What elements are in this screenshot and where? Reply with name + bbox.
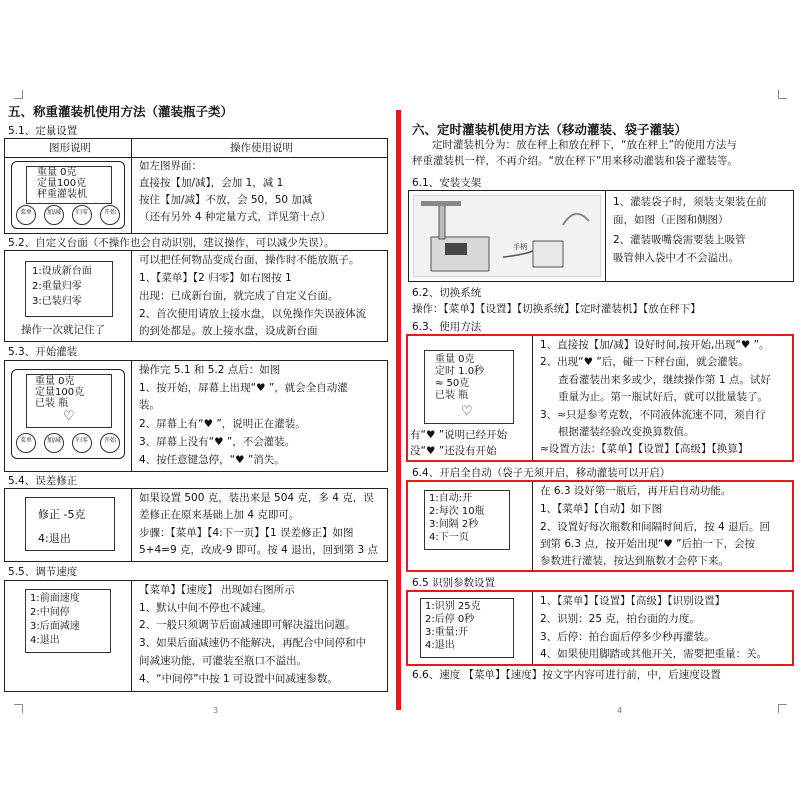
text-line: 面，如图（正图和侧图） [613, 214, 729, 226]
text-line: 1、灌装袋子时，须装支架装在前 [613, 196, 767, 208]
s51-col1: 图形说明 [49, 142, 91, 154]
lcd-line: 3:后面减速 [30, 621, 80, 632]
text-line: 差修正在原来基础上加 4 克即可。 [139, 509, 300, 521]
text-line: 1、【菜单】【2 归零】如右图按 1 [139, 272, 292, 284]
s55-table [4, 580, 388, 692]
start-button[interactable]: 开始 [100, 205, 120, 225]
lcd-line: 2:每次 10瓶 [429, 506, 485, 517]
text-line: 按住【加/减】不放，会 50，50 加减 [139, 194, 313, 206]
lcd-line: 重量 0克 [435, 354, 475, 365]
s63-table [406, 334, 794, 462]
lcd-line: 1:前面速度 [30, 593, 80, 604]
s54-heading: 5.4、误差修正 [8, 475, 78, 487]
s52-heading: 5.2、自定义台面（不操作也会自动识别，建议操作，可以减少失误）。 [8, 237, 335, 249]
text-line: 参数进行灌装，按达到瓶数才会停下来。 [540, 555, 729, 567]
lcd-line: 1:自动:开 [429, 493, 473, 504]
text-line: 可以把任何物品变成台面，操作时不能放瓶子。 [139, 254, 360, 266]
plus-minus-button[interactable]: 加/减 [44, 205, 64, 225]
text-line: 重量为止。第一瓶试好后，就可以批量装了。 [558, 391, 768, 403]
text-line: 如左图界面： [139, 160, 202, 172]
lcd-line: 秤重灌装机 [37, 189, 87, 200]
text-line: 3、屏幕上没有“♥ ”，不会灌装。 [139, 436, 296, 448]
page-divider [396, 110, 401, 710]
bracket-photo [413, 195, 601, 277]
lcd-line: 2:后停 0秒 [425, 614, 475, 625]
text-line: 间减速功能，可灌装至瓶口不溢出。 [139, 655, 307, 667]
text-line: 3、后停：拍台面后停多少秒再灌装。 [540, 631, 715, 643]
handle-label: 手柄 [513, 243, 527, 251]
bracket-arm [421, 201, 461, 206]
lcd-line: 3:重量:开 [425, 627, 469, 638]
text-line: 直接按【加/减】，会加 1，减 1 [139, 177, 284, 189]
lcd-line: 定时 1.0秒 [435, 366, 485, 377]
s54-table [4, 488, 388, 562]
lcd-line: 2:中间停 [30, 607, 70, 618]
s55-lcd [25, 589, 111, 653]
s64-heading: 6.4、开启全自动（袋子无须开启，移动灌装可以开启） [412, 467, 671, 479]
heart-icon: ♡ [63, 409, 75, 424]
lcd-line: 4:下一页 [429, 532, 469, 543]
s61-heading: 6.1、安装支架 [412, 177, 482, 189]
text-line: 如果设置 500 克，装出来是 504 克，多 4 克，误 [139, 492, 374, 504]
zero-button[interactable]: 归零 [72, 205, 92, 225]
s64-table [406, 480, 794, 572]
s53-heading: 5.3、开始灌装 [8, 346, 78, 358]
s53-lcd [26, 374, 112, 428]
s64-lcd [424, 490, 510, 550]
crop-mark [778, 90, 787, 99]
lcd-line: 修正 -5克 [38, 508, 86, 521]
intro-line: 定时灌装机分为：放在秤上和放在秤下，“放在秤上”的使用方法与 [432, 139, 737, 151]
lcd-line: 4:退出 [30, 635, 60, 646]
intro-line: 秤重灌装机一样，不再介绍。“放在秤下”用来移动灌装和袋子灌装等。 [412, 155, 738, 167]
page-number-left: 3 [213, 706, 219, 715]
page-number-right: 4 [617, 706, 623, 715]
text-line: 3、如果后面减速仍不能解决，再配合中间停和中 [139, 637, 367, 649]
s52-lcd [25, 261, 113, 317]
text-line: 2、识别：25 克，拍台面的力度。 [540, 613, 700, 625]
text-line: 2、首次使用请放上接水盘，以免操作失误液体流 [139, 308, 367, 320]
right-title: 六、定时灌装机使用方法（移动灌装、袋子灌装） [412, 122, 688, 137]
zero-button[interactable]: 归零 [72, 433, 92, 453]
lcd-line: 2:重量归零 [32, 281, 82, 292]
text-line: 吸管伸入袋中才不会溢出。 [613, 252, 739, 264]
s66-text: 6.6、速度 【菜单】【速度】按文字内容可进行前，中，后速度设置 [412, 669, 721, 681]
lcd-line: 3:已装归零 [32, 296, 82, 307]
text-line: 5+4=9 克，改成-9 即可。按 4 退出，回到第 3 点 [139, 544, 378, 556]
plus-minus-button[interactable]: 加/减 [44, 433, 64, 453]
text-line: 4、“中间停”中按 1 可设置中间减速参数。 [139, 673, 338, 685]
lcd-line: 3:间隔 2秒 [429, 519, 479, 530]
crop-mark [14, 90, 23, 99]
s63-heading: 6.3、使用方法 [412, 321, 482, 333]
text-line: 2、灌装吸嘴袋需要装上吸管 [613, 234, 746, 246]
text-line: （还有另外 4 种定量方式，详见第十点） [139, 211, 331, 223]
lcd-line: ≈ 50克 [435, 378, 470, 389]
s51-table [4, 138, 388, 234]
s51-col2: 操作使用说明 [230, 142, 293, 154]
text-line: 在 6.3 设好第一瓶后，再开启自动功能。 [540, 485, 732, 497]
crop-mark [14, 704, 23, 713]
text-line: 的到处都是。放上接水盘，设成新台面 [139, 325, 318, 337]
lcd-line: 定量100克 [37, 178, 87, 189]
s52-table [4, 250, 388, 342]
start-button[interactable]: 开始 [100, 433, 120, 453]
text-line: 操作完 5.1 和 5.2 点后：如图 [139, 364, 281, 376]
lcd-line: 4:退出 [38, 532, 71, 545]
text-line: 装。 [139, 399, 160, 411]
caption-line: 有“♥ ”说明已经开始 [410, 429, 508, 441]
text-line: 1、【菜单】【设置】【高级】【识别设置】 [540, 595, 726, 607]
heart-icon: ♡ [461, 404, 473, 419]
lcd-line: 已装 瓶 [35, 398, 69, 409]
lcd-line: 已装 瓶 [435, 390, 469, 401]
machine-screen [445, 243, 467, 255]
text-line: ≈设置方法：【菜单】【设置】【高级】【换算】 [540, 443, 749, 455]
s53-table [4, 360, 388, 472]
s55-heading: 5.5、调节速度 [8, 566, 78, 578]
s61-table [408, 190, 794, 282]
caption-line: 没“♥ ”还没有开始 [410, 445, 497, 457]
s65-table [406, 590, 794, 666]
lcd-line: 定量100克 [35, 387, 85, 398]
text-line: 1、直接按【加/减】设好时间,按开始,出现“♥ ”。 [540, 339, 770, 351]
s62-text: 操作：【菜单】【设置】【切换系统】【定时灌装机】【放在秤下】 [412, 303, 701, 315]
lcd-line: 重量 0克 [37, 167, 77, 178]
text-line: 【菜单】【速度】 出现如右图所示 [139, 584, 295, 596]
s51-lcd [26, 166, 112, 204]
text-line: 根据灌装经验改变换算数值。 [558, 426, 695, 438]
text-line: 2、一般只须调节后面减速即可解决溢出问题。 [139, 619, 356, 631]
s65-lcd [420, 598, 514, 658]
s54-lcd [25, 497, 115, 551]
lcd-line: 重量 0克 [35, 376, 75, 387]
text-line: 1、默认中间不停也不减速。 [139, 602, 272, 614]
s63-lcd [424, 350, 514, 424]
text-line: 4、如果使用脚踏或其他开关，需要把重量：关。 [540, 648, 768, 660]
s51-device [11, 161, 125, 229]
menu-button[interactable]: 菜单 [16, 205, 36, 225]
s52-caption: 操作一次就记住了 [21, 324, 105, 336]
lcd-line: 1:识别 25克 [425, 601, 481, 612]
text-line: 4、按任意键急停，“♥ ”消失。 [139, 454, 285, 466]
left-title: 五、称重灌装机使用方法（灌装瓶子类） [8, 104, 234, 119]
text-line: 1、【菜单】【自动】如下图 [540, 503, 663, 515]
text-line: 2、设置好每次瓶数和间隔时间后，按 4 退后。回 [540, 521, 771, 533]
pump-body [533, 241, 563, 267]
s65-heading: 6.5 识别参数设置 [412, 577, 496, 589]
bracket-pole [439, 203, 445, 239]
text-line: 1、按开始，屏幕上出现“♥ ”，就会全自动灌 [139, 382, 348, 394]
menu-button[interactable]: 菜单 [16, 433, 36, 453]
text-line: 2、出现“♥ ”后，碰一下秤台面，就会灌装。 [540, 356, 749, 368]
crop-mark [778, 704, 787, 713]
s51-heading: 5.1、定量设置 [8, 125, 78, 137]
text-line: 出现：已成新台面，就完成了自定义台面。 [139, 290, 339, 302]
text-line: 步骤：【菜单】【4:下一页】【1 误差修正】如图 [139, 527, 354, 539]
text-line: 2、屏幕上有“♥ ”，说明正在灌装。 [139, 418, 306, 430]
text-line: 查看灌装出来多或少，继续操作第 1 点。试好 [558, 374, 771, 386]
s53-device [11, 369, 125, 459]
lcd-line: 1:设成新台面 [32, 266, 92, 277]
text-line: 3、≈只是参考克数，不同液体流速不同，须自行 [540, 409, 766, 421]
s62-heading: 6.2、切换系统 [412, 287, 482, 299]
lcd-line: 4:退出 [425, 640, 455, 651]
text-line: 到第 6.3 点，按开始出现“♥ ”后拍一下，会按 [540, 538, 756, 550]
